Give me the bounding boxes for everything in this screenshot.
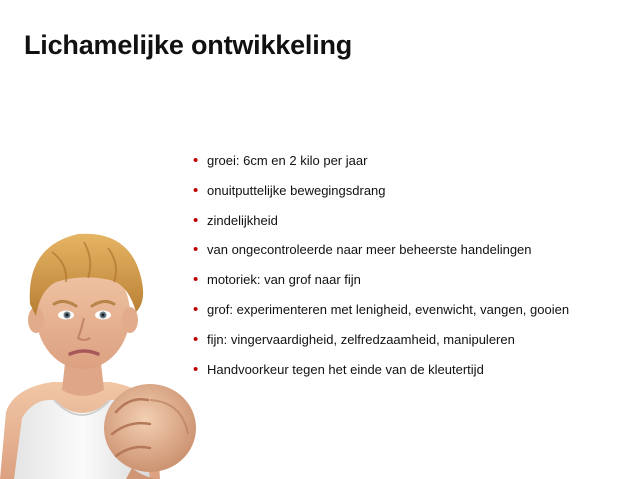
bullet-text: onuitputtelijke bewegingsdrang: [207, 182, 386, 198]
child-with-fist-photo: [0, 212, 200, 479]
bullet-item: [193, 240, 569, 270]
bullet-text: zindelijkheid: [207, 212, 278, 228]
bullet-dot-icon: •: [193, 271, 199, 289]
bullet-item: [193, 360, 569, 390]
bullet-text: Handvoorkeur tegen het einde van de kleutertijd: [207, 361, 484, 377]
bullet-item: [193, 300, 569, 330]
bullet-list: [193, 151, 569, 389]
bullet-item: [193, 211, 569, 241]
bullet-text: fijn: vingervaardigheid, zelfredzaamheid, manipuleren: [207, 331, 515, 347]
bullet-text: groei: 6cm en 2 kilo per jaar: [207, 153, 368, 168]
bullet-dot-icon: •: [193, 330, 199, 348]
bullet-text: grof: experimenteren met lenigheid, evenwicht, vangen, gooien: [207, 301, 570, 317]
bullet-text: van ongecontroleerde naar meer beheerste handelingen: [207, 242, 532, 258]
bullet-text: motoriek: van grof naar fijn: [207, 272, 361, 288]
bullet-item: [193, 181, 569, 211]
bullet-dot-icon: •: [193, 181, 199, 199]
bullet-dot-icon: •: [193, 152, 199, 169]
bullet-dot-icon: •: [193, 211, 199, 229]
bullet-item: [193, 151, 569, 181]
bullet-item: [193, 270, 569, 300]
bullet-item: [193, 330, 569, 360]
bullet-dot-icon: •: [193, 300, 199, 318]
slide-title: Lichamelijke ontwikkeling: [24, 30, 353, 60]
bullet-dot-icon: •: [193, 360, 199, 378]
bullet-dot-icon: •: [193, 241, 199, 259]
